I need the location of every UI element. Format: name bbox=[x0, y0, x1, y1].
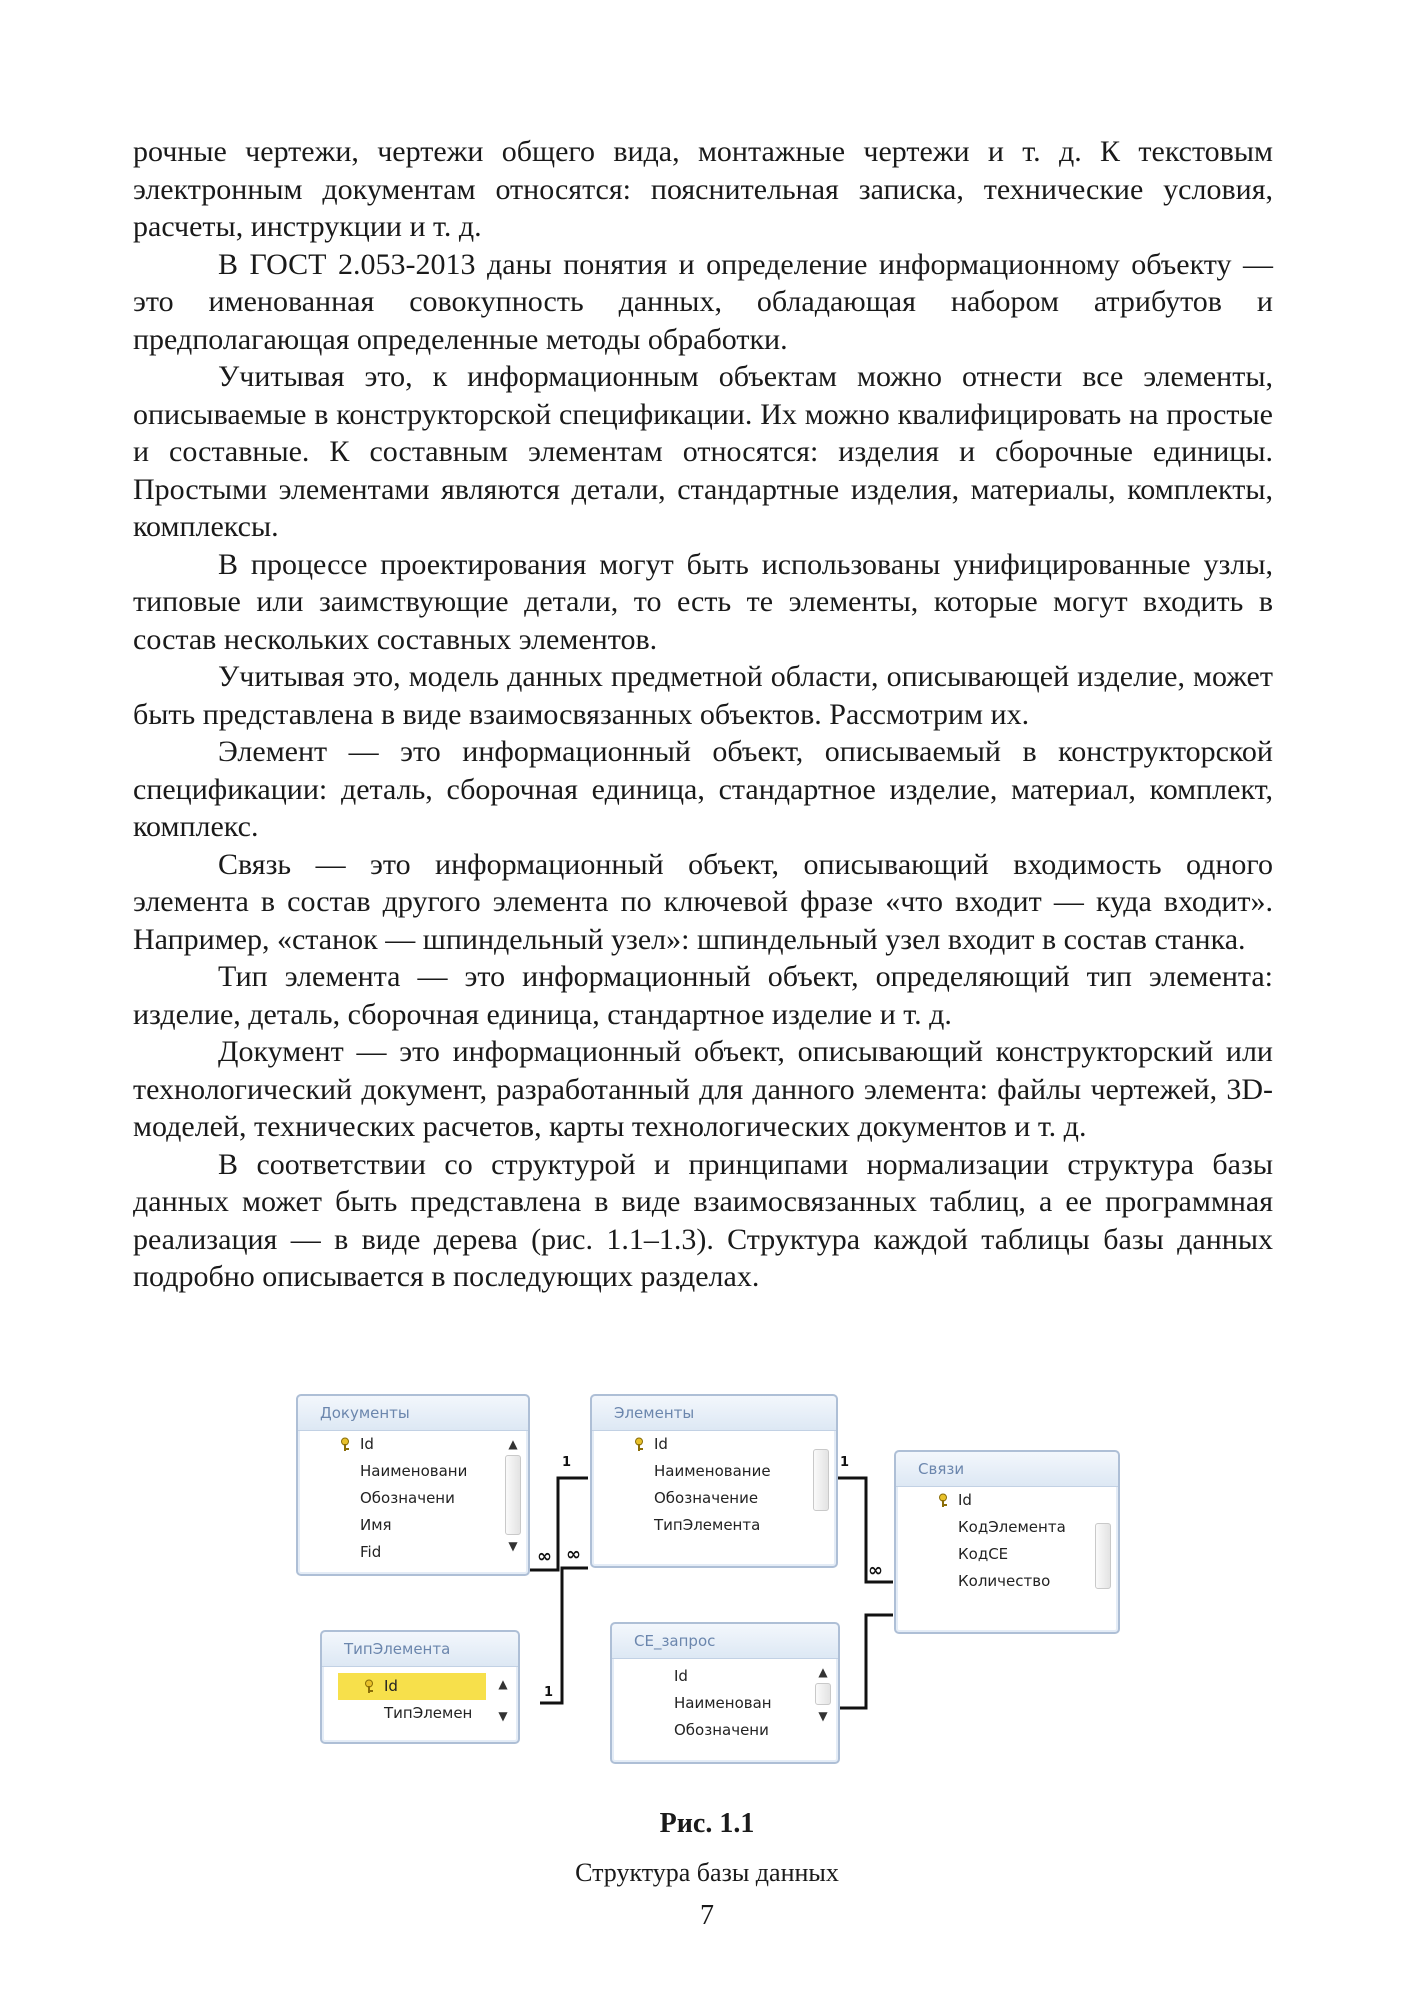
body-text bbox=[133, 133, 1273, 1296]
scrollbar[interactable] bbox=[812, 1663, 834, 1747]
scrollbar[interactable] bbox=[492, 1675, 514, 1731]
field-name: Обозначени bbox=[674, 1721, 769, 1739]
field-row bbox=[298, 1458, 528, 1485]
figure-number: Рис. 1.1 bbox=[659, 1808, 755, 1839]
table-title: Документы bbox=[298, 1396, 528, 1431]
scroll-up-icon[interactable]: ▲ bbox=[818, 1665, 828, 1679]
table-links[interactable] bbox=[894, 1450, 1120, 1634]
relation-elements-links bbox=[835, 1478, 893, 1582]
field-name: ТипЭлемен bbox=[384, 1704, 473, 1722]
relation-label: ∞ bbox=[566, 1544, 581, 1565]
field-row bbox=[612, 1690, 838, 1717]
field-name: Fid bbox=[360, 1543, 382, 1561]
field-name: Id bbox=[958, 1491, 972, 1509]
field-row-selected[interactable] bbox=[338, 1673, 486, 1700]
key-icon bbox=[338, 1437, 352, 1452]
relation-label: 1 bbox=[544, 1685, 554, 1700]
scroll-thumb[interactable] bbox=[815, 1683, 831, 1705]
field-row bbox=[298, 1539, 528, 1566]
field-name: Обозначение bbox=[654, 1489, 759, 1507]
relation-label: ∞ bbox=[537, 1546, 552, 1567]
paragraph: Документ — это информационный объект, описывающий конструкторский или технологический документ, разработанный для данного элемента: файлы чертежей, 3D-моделей, технических расчетов, карты технологических документов и т. д. bbox=[133, 1035, 1273, 1143]
paragraph: Связь — это информационный объект, описывающий входимость одного элемента в состав другого элемента по ключевой фразе «что входит — куда входит». Например, «станок — шпиндельный узел»: шпиндельный узел входит в состав станка. bbox=[133, 847, 1273, 956]
field-row bbox=[896, 1487, 1118, 1514]
scroll-up-icon[interactable]: ▲ bbox=[508, 1437, 518, 1451]
field-row bbox=[592, 1458, 836, 1485]
table-element-type[interactable] bbox=[320, 1630, 520, 1744]
scroll-down-icon[interactable]: ▼ bbox=[498, 1709, 508, 1723]
field-row bbox=[298, 1431, 528, 1458]
paragraph: В ГОСТ 2.053-2013 даны понятия и определение информационному объекту — это именованная совокупность данных, обладающая набором атрибутов и предполагающая определенные методы обработки. bbox=[133, 247, 1273, 356]
key-icon bbox=[936, 1493, 950, 1508]
field-row bbox=[298, 1485, 528, 1512]
scroll-down-icon[interactable]: ▼ bbox=[818, 1709, 828, 1723]
field-name: Имя bbox=[360, 1516, 392, 1534]
relation-label: 1 bbox=[562, 1455, 572, 1470]
scroll-thumb[interactable] bbox=[813, 1449, 829, 1511]
field-name: Наименование bbox=[654, 1462, 771, 1480]
field-name: Id bbox=[360, 1435, 374, 1453]
field-row bbox=[592, 1485, 836, 1512]
paragraph: Учитывая это, к информационным объектам можно отнести все элементы, описываемые в конструкторской спецификации. Их можно квалифицировать на простые и составные. К составным элементам относятся: изделия и сборочные единицы. Простыми элементами являются детали, стандартные изделия, материалы, комплекты, комплексы. bbox=[133, 360, 1273, 543]
scroll-thumb[interactable] bbox=[1095, 1523, 1111, 1589]
scrollbar[interactable] bbox=[810, 1435, 832, 1545]
table-title: Связи bbox=[896, 1452, 1118, 1487]
paragraph: Элемент — это информационный объект, описываемый в конструкторской спецификации: деталь, сборочная единица, стандартное изделие, материал, комплект, комплекс. bbox=[133, 735, 1273, 843]
key-icon bbox=[362, 1679, 376, 1694]
field-row bbox=[896, 1514, 1118, 1541]
paragraph: В процессе проектирования могут быть использованы унифицированные узлы, типовые или заимствующие детали, то есть те элементы, которые могут входить в состав нескольких составных элементов. bbox=[133, 547, 1273, 656]
figure-caption: Структура базы данных bbox=[575, 1858, 839, 1887]
field-row bbox=[592, 1512, 836, 1539]
page-number: 7 bbox=[700, 1900, 714, 1931]
scroll-up-icon[interactable]: ▲ bbox=[498, 1677, 508, 1691]
scrollbar[interactable] bbox=[1092, 1521, 1114, 1621]
field-name: ТипЭлемента bbox=[654, 1516, 761, 1534]
paragraph: Учитывая это, модель данных предметной области, описывающей изделие, может быть представлена в виде взаимосвязанных объектов. Рассмотрим их. bbox=[133, 660, 1273, 731]
field-name: Обозначени bbox=[360, 1489, 455, 1507]
field-name: Наименовани bbox=[360, 1462, 468, 1480]
database-schema-figure bbox=[290, 1390, 1130, 1790]
field-name: Id bbox=[654, 1435, 668, 1453]
relation-type-elements bbox=[540, 1568, 588, 1703]
scroll-down-icon[interactable]: ▼ bbox=[508, 1539, 518, 1553]
relation-label: 1 bbox=[840, 1455, 850, 1470]
paragraph: В соответствии со структурой и принципами нормализации структура базы данных может быть представлена в виде взаимосвязанных таблиц, а ее программная реализация — в виде дерева (рис. 1.1–1.3). Структура каждой таблицы базы данных подробно описывается в последующих разделах. bbox=[133, 1147, 1273, 1293]
field-name: Наименован bbox=[674, 1694, 772, 1712]
field-name: Количество bbox=[958, 1572, 1051, 1590]
field-row bbox=[612, 1663, 838, 1690]
relation-label: ∞ bbox=[868, 1560, 883, 1581]
scroll-thumb[interactable] bbox=[505, 1455, 521, 1535]
field-row bbox=[322, 1700, 518, 1727]
field-row bbox=[612, 1717, 838, 1744]
field-name: КодЭлемента bbox=[958, 1518, 1066, 1536]
field-name: Id bbox=[384, 1677, 398, 1695]
field-name: КодСЕ bbox=[958, 1545, 1009, 1563]
table-se-query[interactable] bbox=[610, 1622, 840, 1764]
key-icon bbox=[632, 1437, 646, 1452]
field-name: Id bbox=[674, 1667, 688, 1685]
table-title: ТипЭлемента bbox=[322, 1632, 518, 1667]
field-row bbox=[896, 1568, 1118, 1595]
table-documents[interactable] bbox=[296, 1394, 530, 1576]
field-row bbox=[298, 1512, 528, 1539]
paragraph: рочные чертежи, чертежи общего вида, монтажные чертежи и т. д. К текстовым электронным документам относятся: пояснительная записка, технические условия, расчеты, инструкции и т. д. bbox=[133, 135, 1273, 243]
relation-se-links bbox=[838, 1615, 893, 1708]
table-title: Элементы bbox=[592, 1396, 836, 1431]
paragraph: Тип элемента — это информационный объект, определяющий тип элемента: изделие, деталь, сборочная единица, стандартное изделие и т. д. bbox=[133, 960, 1273, 1031]
field-row bbox=[896, 1541, 1118, 1568]
table-elements[interactable] bbox=[590, 1394, 838, 1568]
scrollbar[interactable] bbox=[502, 1435, 524, 1563]
table-title: CE_запрос bbox=[612, 1624, 838, 1659]
field-row bbox=[592, 1431, 836, 1458]
